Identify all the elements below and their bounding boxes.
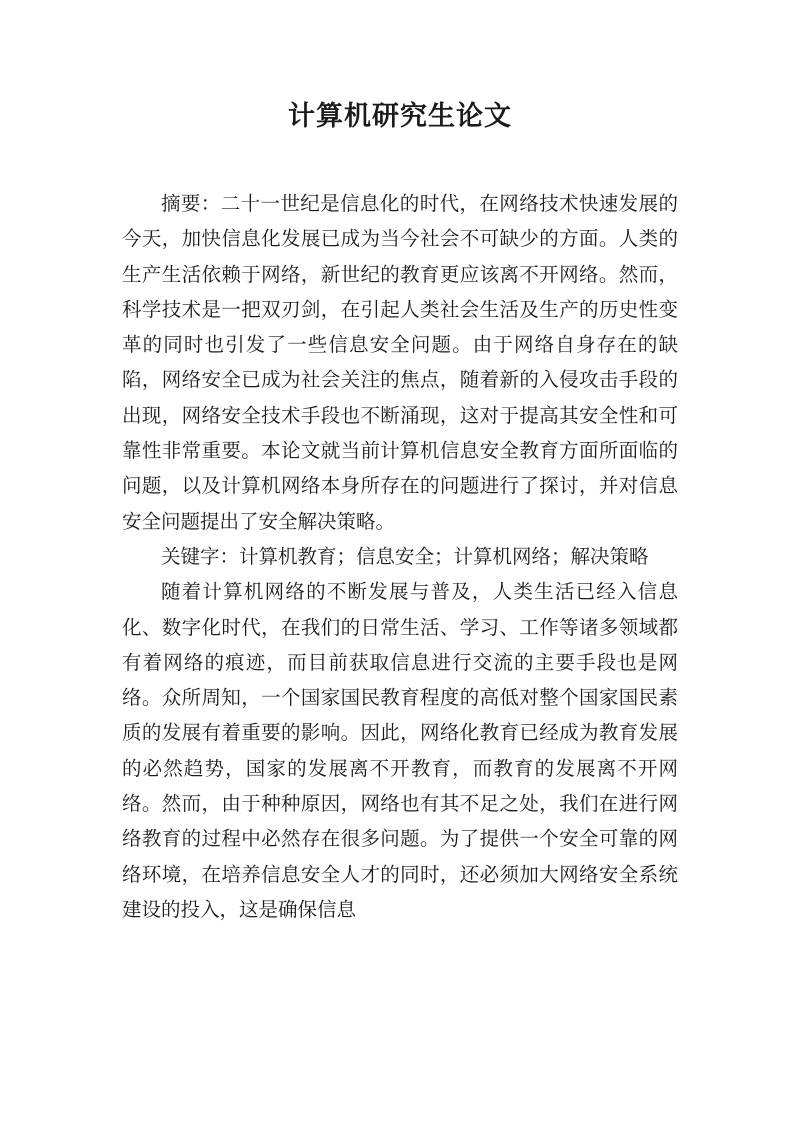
body-paragraph: 随着计算机网络的不断发展与普及，人类生活已经入信息化、数字化时代，在我们的日常生活、学习、工作等诸多领域都有着网络的痕迹，而目前获取信息进行交流的主要手段也是网络。众所周知，一个国家国民教育程度的高低对整个国家国民素质的发展有着重要的影响。因此，网络化教育已经成为教育发展的必然趋势，国家的发展离不开教育，而教育的发展离不开网络。然而，由于种种原因，网络也有其不足之处，我们在进行网络教育的过程中必然存在很多问题。为了提供一个安全可靠的网络环境，在培养信息安全人才的同时，还必须加大网络安全系统建设的投入，这是确保信息 xyxy=(122,580,678,921)
abstract-paragraph: 摘要：二十一世纪是信息化的时代，在网络技术快速发展的今天，加快信息化发展已成为当今社会不可缺少的方面。人类的生产生活依赖于网络，新世纪的教育更应该离不开网络。然而，科学技术是一把双刃剑，在引起人类社会生活及生产的历史性变革的同时也引发了一些信息安全问题。由于网络自身存在的缺陷，网络安全已成为社会关注的焦点，随着新的入侵攻击手段的出现，网络安全技术手段也不断涌现，这对于提高其安全性和可靠性非常重要。本论文就当前计算机信息安全教育方面所面临的问题，以及计算机网络本身所存在的问题进行了探讨，并对信息安全问题提出了安全解决策略。 xyxy=(122,192,678,533)
document-title: 计算机研究生论文 xyxy=(288,101,512,132)
document-body xyxy=(122,186,678,927)
keywords-paragraph: 关键字：计算机教育；信息安全；计算机网络；解决策略 xyxy=(161,544,649,568)
